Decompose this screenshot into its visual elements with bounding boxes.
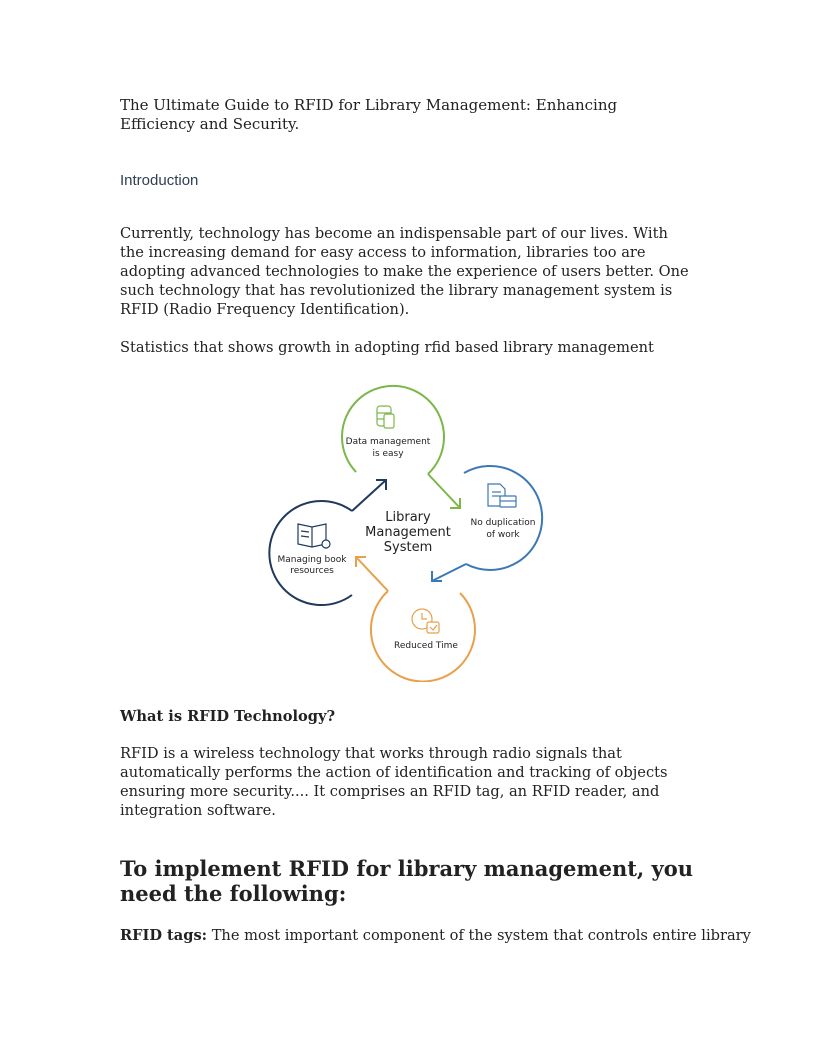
- left-label-line1: Managing book: [277, 555, 347, 565]
- rfid-tags-paragraph: [120, 926, 751, 945]
- top-label-line2: is easy: [372, 449, 404, 459]
- bottom-label: Reduced Time: [394, 641, 458, 651]
- right-label-line1: No duplication: [470, 518, 536, 528]
- left-arrow-line: [352, 480, 386, 511]
- left-arc: [269, 501, 352, 605]
- center-label-line2: Management: [365, 525, 451, 540]
- what-is-rfid-paragraph: RFID is a wireless technology that works through radio signals that automatically performs the action of identification and tracking of objects ensuring more security.... It comprises an RFID tag, an RFID reader, and integration software.: [120, 745, 668, 819]
- right-arrow-line: [432, 564, 466, 581]
- top-label-line1: Data management: [345, 437, 431, 447]
- top-arrow-line: [428, 474, 460, 508]
- book-icon: [298, 524, 330, 548]
- introduction-heading: Introduction: [120, 172, 199, 189]
- bottom-arc: [371, 591, 475, 681]
- database-icon: [377, 406, 394, 428]
- library-management-diagram: [256, 384, 560, 682]
- center-label-line1: Library: [385, 510, 431, 525]
- top-arc: [342, 386, 444, 474]
- right-label-line2: of work: [486, 530, 520, 540]
- stats-line: Statistics that shows growth in adopting rfid based library management: [120, 339, 654, 356]
- rfid-tags-text: The most important component of the system that controls entire library: [207, 927, 751, 944]
- left-label-line2: resources: [290, 566, 334, 576]
- center-label-line3: System: [383, 540, 433, 555]
- page-title: The Ultimate Guide to RFID for Library Management: Enhancing Efficiency and Security.: [120, 96, 618, 133]
- rfid-tags-label: RFID tags:: [120, 927, 208, 944]
- implement-heading: To implement RFID for library management, you need the following:: [120, 856, 694, 906]
- bottom-arrow-line: [356, 557, 388, 591]
- intro-paragraph: Currently, technology has become an indispensable part of our lives. With the increasing demand for easy access to information, libraries too are adopting advanced technologies to make the experience of users better. One such technology that has revolutionized the library management system is RFID (Radio Frequency Identification).: [120, 225, 689, 318]
- what-is-rfid-heading: What is RFID Technology?: [120, 708, 335, 725]
- document-briefcase-icon: [488, 484, 516, 507]
- clock-check-icon: [412, 609, 439, 633]
